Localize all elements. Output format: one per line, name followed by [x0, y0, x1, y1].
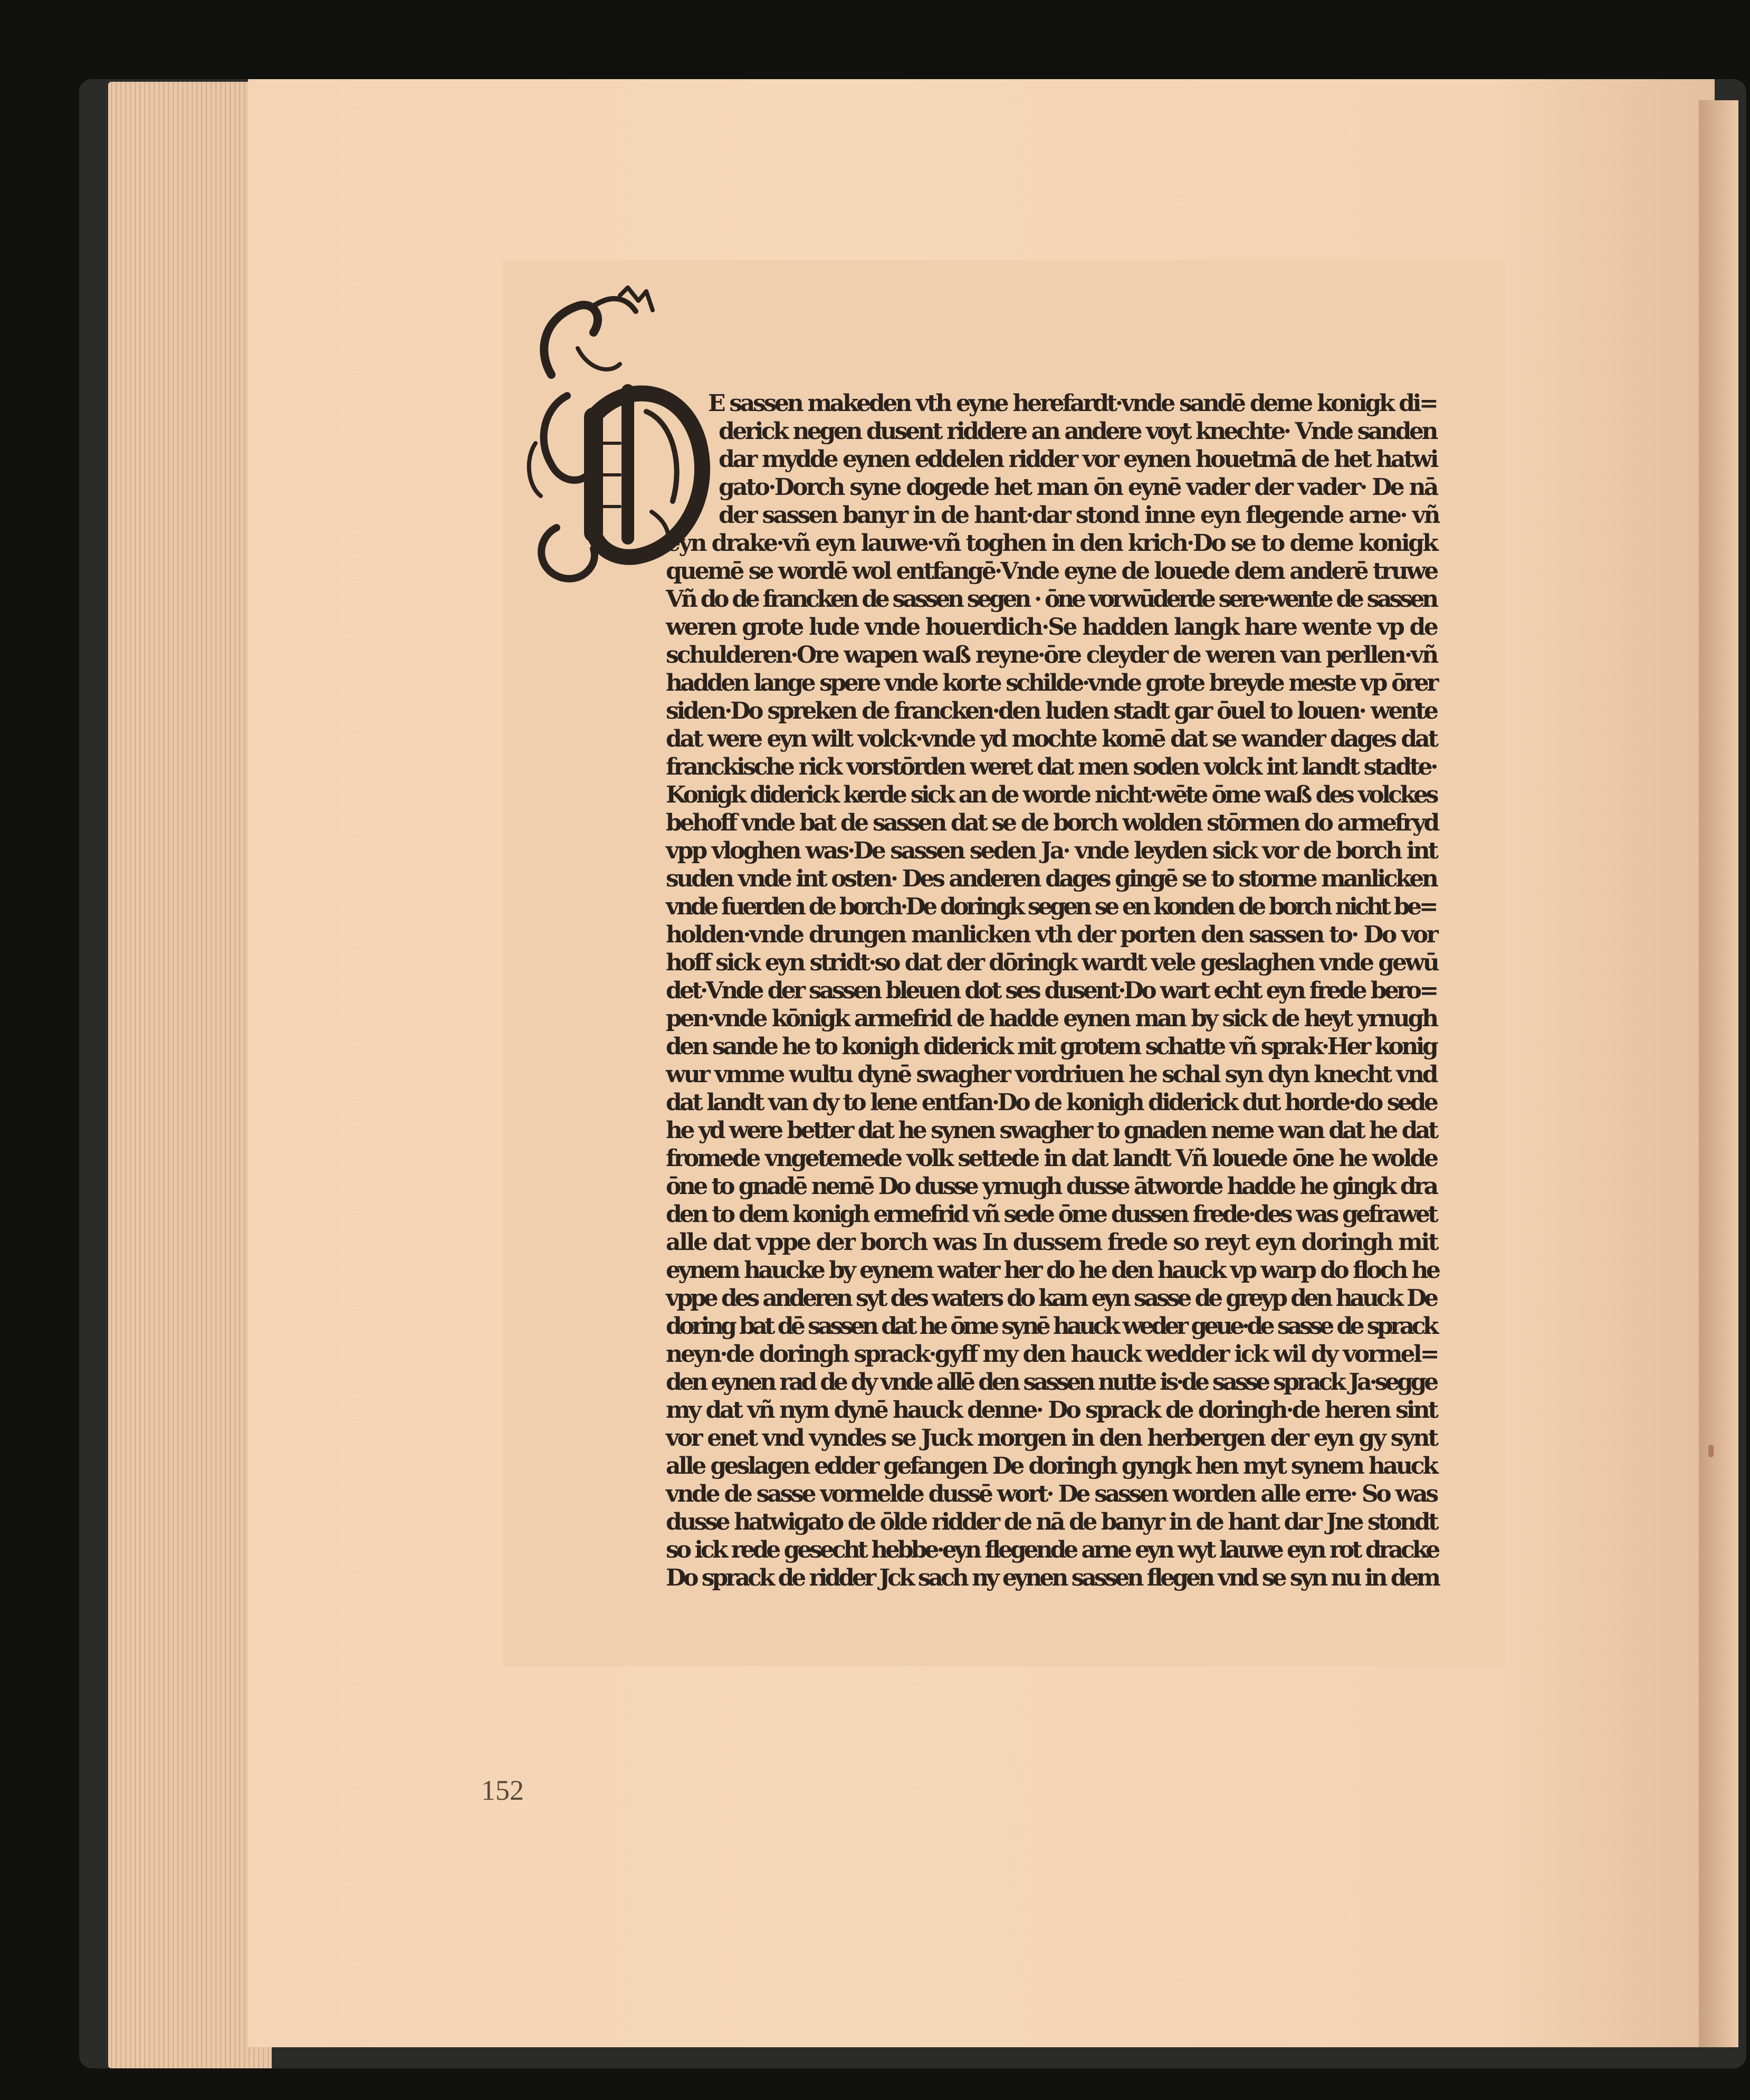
- text-line: hoff sick eyn stridt·so dat der dōringk wardt vele geslaghen vnde gewū: [666, 949, 1438, 976]
- text-line: schulderen·Ore wapen waß reyne·ōre cleyder de weren van perllen·vñ: [666, 642, 1437, 669]
- text-line: wur vmme wultu dynē swagher vordriuen he schal syn dyn knecht vnd: [666, 1061, 1437, 1088]
- text-line: weren grote lude vnde houerdich·Se hadden langk hare wente vp de: [666, 614, 1437, 641]
- text-line: Do sprack de ridder Jck sach ny eynen sassen flegen vnd se syn nu in dem: [666, 1564, 1438, 1591]
- text-line: quemē se wordē wol entfangē·Vnde eyne de louede dem anderē truwe: [666, 558, 1437, 585]
- text-line: det·Vnde der sassen bleuen dot ses dusent·Do wart echt eyn frede bero=: [666, 977, 1437, 1004]
- text-line: suden vnde int osten· Des anderen dages gingē se to storme manlicken: [666, 865, 1437, 892]
- text-line: vor enet vnd vyndes se Juck morgen in den herbergen der eyn gy synt: [666, 1425, 1437, 1452]
- text-line: siden·Do spreken de francken·den luden stadt gar ōuel to louen· wente: [666, 698, 1437, 724]
- text-line: fromede vngetemede volk settede in dat landt Vñ louede ōne he wolde: [666, 1145, 1437, 1172]
- text-line: Vñ do de francken de sassen segen · ōne vorwūderde sere·wente de sassen: [666, 586, 1436, 613]
- text-line: hadden lange spere vnde korte schilde·vnde grote breyde meste vp ōrer: [666, 670, 1437, 696]
- text-line: gato·Dorch syne dogede het man ōn eynē vader der vader· De nā: [719, 474, 1437, 501]
- text-line: vppe des anderen syt des waters do kam eyn sasse de greyp den hauck De: [666, 1285, 1436, 1312]
- text-line: franckische rick vorstōrden weret dat men soden volck int landt stadte·: [666, 753, 1437, 780]
- text-line: derick negen dusent riddere an andere voyt knechte· Vnde sanden: [719, 418, 1437, 445]
- text-line: my dat vñ nym dynē hauck denne· Do sprack de doringh·de heren sint: [666, 1397, 1437, 1424]
- text-line: alle geslagen edder gefangen De doringh gyngk hen myt synem hauck: [666, 1453, 1437, 1479]
- text-line: Konigk diderick kerde sick an de worde nicht·wēte ōme waß des volckes: [666, 781, 1437, 808]
- page-number: 152: [481, 1774, 524, 1806]
- margin-mark: [1708, 1445, 1714, 1457]
- text-line: doring bat dē sassen dat he ōme synē hauck weder geue·de sasse de sprack: [666, 1313, 1436, 1340]
- text-line: dat landt van dy to lene entfan·Do de konigh diderick dut horde·do sede: [666, 1089, 1437, 1116]
- text-line: der sassen banyr in de hant·dar stond inne eyn flegende arne· vñ: [719, 502, 1439, 529]
- text-line: ōne to gnadē nemē Do dusse yrnugh dusse ātworde hadde he gingk dra: [666, 1173, 1437, 1200]
- text-line: alle dat vppe der borch was In dussem frede so reyt eyn doringh mit: [666, 1229, 1438, 1256]
- text-line: neyn·de doringh sprack·gyff my den hauck wedder ick wil dy vormel=: [666, 1341, 1438, 1368]
- text-line: dusse hatwigato de ōlde ridder de nā de banyr in de hant dar Jne stondt: [666, 1509, 1437, 1535]
- text-line: den to dem konigh ermefrid vñ sede ōme dussen frede·des was gefrawet: [666, 1201, 1436, 1228]
- text-line: E sassen makeden vth eyne herefardt·vnde sandē deme konigk di=: [708, 390, 1437, 417]
- text-line: vpp vloghen was·De sassen seden Ja· vnde leyden sick vor de borch int: [666, 837, 1437, 864]
- text-line: holden·vnde drungen manlicken vth der porten den sassen to· Do vor: [666, 921, 1437, 948]
- text-line: vnde fuerden de borch·De doringk segen se en konden de borch nicht be=: [666, 893, 1436, 920]
- text-line: den sande he to konigh diderick mit grotem schatte vñ sprak·Her konig: [666, 1033, 1437, 1060]
- text-line: vnde de sasse vormelde dussē wort· De sassen worden alle erre· So was: [666, 1481, 1437, 1507]
- text-line: he yd were better dat he synen swagher to gnaden neme wan dat he dat: [666, 1117, 1437, 1144]
- text-line: dat were eyn wilt volck·vnde yd mochte komē dat se wander dages dat: [666, 726, 1437, 752]
- text-line: eyn drake·vñ eyn lauwe·vñ toghen in den krich·Do se to deme konigk: [666, 530, 1437, 557]
- text-line: behoff vnde bat de sassen dat se de borch wolden stōrmen do armefryd: [666, 809, 1438, 836]
- text-line: den eynen rad de dy vnde allē den sassen nutte is·de sasse sprack Ja·segge: [666, 1369, 1437, 1396]
- text-line: dar mydde eynen eddelen ridder vor eynen houetmā de het hatwi: [719, 446, 1437, 473]
- text-line: eynem haucke by eynem water her do he den hauck vp warp do floch he: [666, 1257, 1439, 1284]
- text-line: pen·vnde kōnigk armefrid de hadde eynen man by sick de heyt yrnugh: [666, 1005, 1437, 1032]
- text-line: so ick rede gesecht hebbe·eyn flegende arne eyn wyt lauwe eyn rot dracke: [666, 1536, 1438, 1563]
